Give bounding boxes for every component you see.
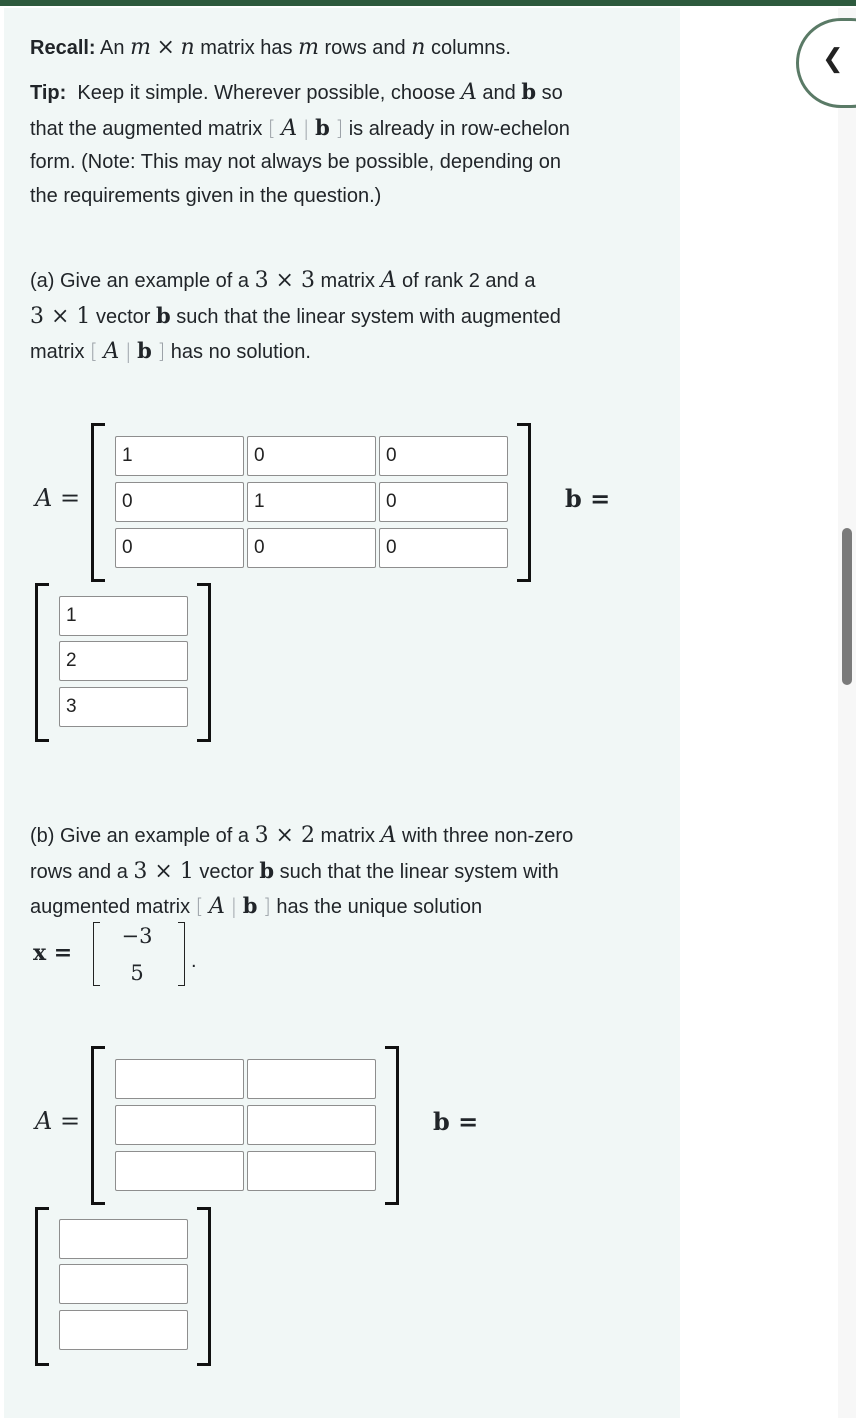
part-a-b-cell-1[interactable]: 1 <box>59 596 188 636</box>
part-b-A-cell-3-2[interactable] <box>247 1151 376 1191</box>
top-accent-bar <box>0 0 856 6</box>
part-a-question: (a) Give an example of a 3 × 3 matrix A of rank 2 and a 3 × 1 vector b such that the linear system with augmented matrix [ A | b ] has no solution. <box>30 268 561 364</box>
part-a-A-cell-2-1[interactable]: 0 <box>115 482 244 522</box>
part-b-A-cell-1-2[interactable] <box>247 1059 376 1099</box>
tip-text: Tip: Keep it simple. Wherever possible, choose A and b so that the augmented matrix [ A | b ] is already in row-echelon form. (Note: This may not always be possible, depending on the requirements given in the question.) <box>30 79 570 207</box>
part-a-A-cell-3-1[interactable]: 0 <box>115 528 244 568</box>
part-a-b-cell-3[interactable]: 3 <box>59 687 188 727</box>
part-a-A-cell-1-2[interactable]: 0 <box>247 436 376 476</box>
part-b-A-cell-3-1[interactable] <box>115 1151 244 1191</box>
x-value-1: −3 <box>121 924 153 948</box>
part-a-A-cell-1-3[interactable]: 0 <box>379 436 508 476</box>
part-b-matrix-right-bracket <box>385 1046 399 1205</box>
part-a-A-cell-2-3[interactable]: 0 <box>379 482 508 522</box>
part-b-question: (b) Give an example of a 3 × 2 matrix A with three non-zero rows and a 3 × 1 vector b such that the linear system with augmented matrix [ A | b ] has the unique solution <box>30 823 574 919</box>
part-a-vector-label: b = <box>565 484 611 513</box>
part-a-A-cell-3-2[interactable]: 0 <box>247 528 376 568</box>
part-b-b-cell-3[interactable] <box>59 1310 188 1350</box>
part-b-b-cell-1[interactable] <box>59 1219 188 1259</box>
solution-vector-x: x = −3 5 . <box>33 924 197 985</box>
part-a-matrix-label: A = <box>35 484 81 512</box>
x-value-2: 5 <box>130 961 144 985</box>
part-b-vector-label: b = <box>433 1107 479 1136</box>
part-a-A-cell-3-3[interactable]: 0 <box>379 528 508 568</box>
part-a-vector-right-bracket <box>197 583 211 742</box>
part-b-A-cell-1-1[interactable] <box>115 1059 244 1099</box>
part-b-vector-left-bracket <box>35 1207 49 1366</box>
part-a-vector-left-bracket <box>35 583 49 742</box>
scroll-track <box>838 8 856 1418</box>
recall-text: Recall: An m × n matrix has m rows and n columns. <box>30 35 511 60</box>
part-a-matrix-right-bracket <box>517 423 531 582</box>
part-b-b-cell-2[interactable] <box>59 1264 188 1304</box>
scrollbar-thumb[interactable] <box>842 528 852 685</box>
part-a-A-cell-2-2[interactable]: 1 <box>247 482 376 522</box>
part-a-b-cell-2[interactable]: 2 <box>59 641 188 681</box>
part-b-A-cell-2-2[interactable] <box>247 1105 376 1145</box>
part-b-vector-right-bracket <box>197 1207 211 1366</box>
part-a-matrix-left-bracket <box>91 423 105 582</box>
part-b-matrix-left-bracket <box>91 1046 105 1205</box>
part-b-A-cell-2-1[interactable] <box>115 1105 244 1145</box>
part-b-matrix-label: A = <box>35 1107 81 1135</box>
chevron-left-icon[interactable]: ❮ <box>822 44 844 74</box>
part-a-A-cell-1-1[interactable]: 1 <box>115 436 244 476</box>
